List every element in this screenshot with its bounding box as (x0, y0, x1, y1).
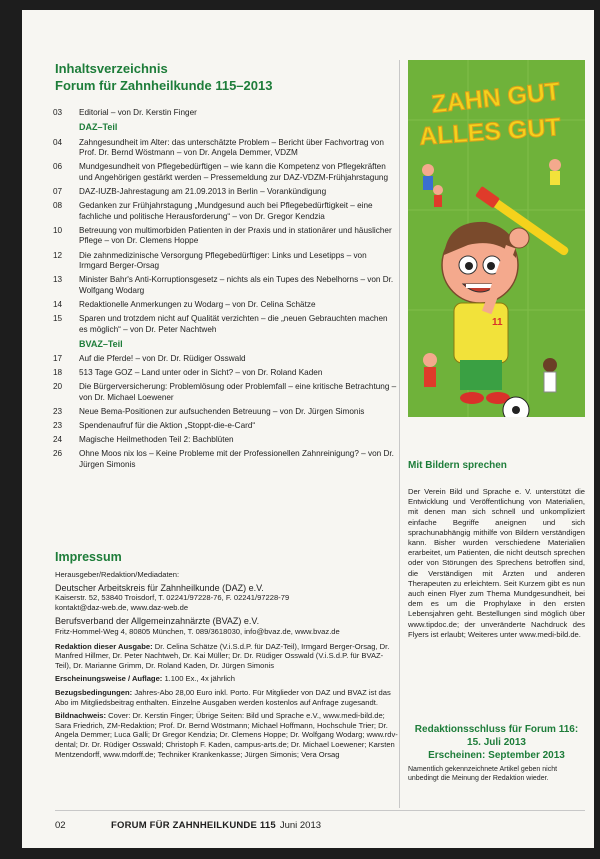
terms-label: Bezugsbedingungen: (55, 687, 133, 697)
toc-entry-text (79, 187, 397, 198)
toc-entry (53, 354, 397, 365)
impressum-heading: Impressum (55, 550, 122, 564)
toc-entry (53, 108, 397, 119)
sidebar-paragraph: Der Verein Bild und Sprache e. V. unterstützt die Entwicklung und Veröffentlichung von Materialien, mit denen man sich schnell und unkompliziert einfache Begriffe aneignen und sich sprachunabhängig mithilfe von Bildern verständigen kann. Bisher wurden verschiedene Materialien erarbeitet, um Patienten, die nicht deutsch sprechen oder von Störungen des Sprechens betroffen sind, die Verständigen mit Ärzten und anderen Therapeuten zu erleichtern. Seit Kurzem gibt es nun auch einen Flyer zum Thema Mundgesundheit, bei dem es um die Prophylaxe in den ersten Lebensjahren geht. Bestellungen sind möglich über www.tipdoc.de; der unveränderte Nachdruck des Flyers ist erlaubt; Weiteres unter www.medi-bild.de. (408, 487, 585, 639)
toc-entry (53, 226, 397, 247)
toc-entry-author: – von Dr. Michael Loewener (79, 382, 397, 403)
toc-page-number: 26 (53, 449, 63, 459)
toc-page-number: 23 (53, 407, 63, 417)
toc-page-number: 24 (53, 435, 63, 445)
subscription-terms (55, 688, 399, 707)
toc-entry-author: – von Dr. Peter Nachtweh (120, 324, 217, 334)
toc-entry-author: – von Dr. Jürgen Simonis (270, 407, 365, 417)
toc-entry-author: – von Dr. Wolfgang Wodarg (79, 275, 394, 295)
sidebar-body (408, 487, 585, 640)
toc-entry-title: Auf die Pferde! (79, 354, 134, 364)
toc-entry (53, 314, 397, 335)
toc-entry (53, 435, 397, 446)
toc-page-number: 04 (53, 137, 63, 147)
toc-entry (53, 382, 397, 403)
toc-entry-author: – von Irmgard Berger-Orsag (79, 250, 367, 271)
toc-entry-title: Die Bürgerversicherung: Problemlösung oder Problemfall – eine kritische Betrachtung (79, 382, 390, 392)
toc-entry-text (79, 421, 397, 432)
deadline-box (408, 723, 585, 762)
daz-name: Deutscher Arbeitskreis für Zahnheilkunde (DAZ) e.V. (55, 582, 264, 593)
toc-entry-title: Sparen und trotzdem nicht auf Qualität verzichten – die „neuen Gebrauchten machen es möglich“ (79, 314, 388, 334)
deadline-line-2: 15. Juli 2013 (467, 737, 526, 748)
toc-entry-title: Gedanken zur Frühjahrstagung „Mundgesund auch bei Pflegebedürftigkeit – eine fachliche und politische Herausforderung“ (79, 201, 373, 221)
toc-entry-text (79, 382, 397, 403)
toc-section-heading: BVAZ–Teil (79, 338, 123, 349)
toc-heading: Inhaltsverzeichnis (55, 61, 168, 76)
image-credits (55, 711, 399, 759)
editorial-team (55, 642, 399, 671)
toc-entry-title: Minister Bahr's Anti-Korruptionsgesetz – nichts als ein Tupes des Nebelhorns (79, 275, 359, 285)
toc-entry-author: – Vorankündigung (257, 187, 327, 197)
toc-entry-author: – von Dr. Roland Kaden (233, 368, 323, 378)
flyer-illustration (408, 60, 585, 417)
toc-entry-author: – von Dr. Dr. Rüdiger Osswald (133, 354, 246, 364)
toc-page-number: 14 (53, 299, 63, 309)
frequency (55, 674, 399, 684)
toc-page-number: 15 (53, 314, 63, 323)
jersey-number: 11 (492, 317, 503, 328)
credits-label: Bildnachweis: (55, 711, 107, 721)
toc-entry-text (79, 251, 397, 272)
toc-entry-text (79, 407, 397, 418)
editorial-label: Redaktion dieser Ausgabe: (55, 641, 153, 651)
credits-text: Cover: Dr. Kerstin Finger; Übrige Seiten: Bild und Sprache e.V., www.medi-bild.de; Sara Friedrich, ZM-Redaktion; Prof. Dr. Bernd Wöstmann; Michael Hoffmann, Hochschule Trier; Dr. Angela Demmer; Luca Galli; Dr Gregor Kendzia; Dr. Clemens Hoppe; Dr. Wolfgang Wodarg; www.rdv-dental; Dr. Dr. Rüdiger Osswald; Christoph F. Kaden, campus-arts.de; Dr. Michael Loewener; Karsten Mentzendorff, www.mdorff.de; Techniker Krankenkasse; Jürgen Simonis; Vera Orsag (55, 711, 398, 759)
toc-entry-author: – von Dr. Jürgen Simonis (79, 449, 394, 470)
poster-headline-2: ALLES GUT (418, 113, 562, 151)
toc-entry-title: Redaktionelle Anmerkungen zu Wodarg (79, 299, 224, 309)
toc-entry (53, 162, 397, 183)
frequency-label: Erscheinungsweise / Auflage: (55, 674, 163, 684)
toc-entry-author: – von Dr. Angela Demmer, VDZM (174, 148, 298, 158)
footer-rule (55, 810, 585, 811)
toc-page-number: 06 (53, 162, 63, 172)
toc-entry-text (79, 354, 397, 365)
toc-entry-text (79, 201, 397, 222)
toc-entry-author: – von Dr. Celina Schätze (223, 299, 316, 309)
column-divider (399, 60, 400, 808)
impressum-block (55, 570, 399, 763)
page-footer (55, 820, 585, 831)
toc-entry (53, 300, 397, 311)
toc-entry-text (79, 275, 397, 296)
toc-entry-text (79, 449, 397, 470)
toc-entry (53, 449, 397, 470)
toc-entry-author: – von Dr. Clemens Hoppe (102, 236, 199, 246)
toc-entry-title: Ohne Moos nix los – Keine Probleme mit der Professionellen Zahnreinigung? (79, 449, 359, 459)
toc-entry-title: Spendenaufruf für die Aktion „Stoppt-die-e-Card“ (79, 421, 256, 431)
toc-entry-author: – Pressemeldung zur DAZ-VDZM-Frühjahrstagung (201, 172, 389, 182)
toc-entry-text (79, 226, 397, 247)
toc-subheading: Forum für Zahnheilkunde 115–2013 (55, 78, 273, 93)
toc-page-number: 07 (53, 187, 63, 197)
toc-page-number: 20 (53, 382, 63, 392)
toc-entry (53, 368, 397, 379)
toc-entry-author: – von Dr. Gregor Kendzia (230, 211, 325, 221)
deadline-line-3: Erscheinen: September 2013 (428, 750, 565, 761)
toc-entry-title: DAZ-IUZB-Jahrestagung am 21.09.2013 in Berlin (79, 187, 258, 197)
toc-entry (53, 138, 397, 159)
toc-entry (53, 407, 397, 418)
toc-entry-text (79, 435, 397, 446)
toc-entry-text (79, 108, 397, 119)
toc-page-number: 13 (53, 275, 63, 285)
toc-entry-title: Magische Heilmethoden Teil 2: Bachblüten (79, 435, 234, 445)
toc-entry-text (79, 138, 397, 159)
footer-page-number: 02 (55, 820, 66, 831)
bvaz-block (55, 617, 399, 636)
toc-entry-title: Zahngesundheit im Alter: das unterschätzte Problem – Bericht über Fachvortrag von Prof. Dr. Bernd Wöstmann (79, 137, 384, 158)
bvaz-name: Berufsverband der Allgemeinzahnärzte (BVAZ) e.V. (55, 616, 260, 627)
toc-entry-title: Editorial (79, 108, 109, 117)
toc-page-number: 08 (53, 201, 63, 211)
poster-headline-1: ZAHN GUT (430, 77, 562, 119)
disclaimer-note: Namentlich gekennzeichnete Artikel geben nicht unbedingt die Meinung der Redaktion wieder. (408, 766, 558, 782)
deadline-line-1: Redaktionsschluss für Forum 116: (414, 724, 579, 735)
toc-entry (53, 421, 397, 432)
frequency-text: 1.100 Ex., 4x jährlich (162, 674, 235, 684)
terms-text: Jahres-Abo 28,00 Euro inkl. Porto. Für Mitglieder von DAZ und BVAZ ist das Abo im Mitgliedsbeitrag enthalten. Einzelne Ausgaben werden kostenlos auf Anfrage zugesandt. (55, 687, 391, 707)
toc-entry (53, 187, 397, 198)
toc-entry-title: 513 Tage GOZ – Land unter oder in Sicht? (79, 368, 234, 378)
toc-entry-author: – von Dr. Kerstin Finger (108, 108, 197, 117)
toc-page-number: 18 (53, 368, 63, 378)
toc-entry-title: Die zahnmedizinische Versorgung Pflegebedürftiger: Links und Lesetipps (79, 250, 345, 260)
footer-issue-date: Juni 2013 (279, 820, 322, 831)
toc-entry (53, 251, 397, 272)
toc-page-number: 03 (53, 108, 63, 117)
footer-magazine-title: FORUM FÜR ZAHNHEILKUNDE 115 (111, 820, 276, 831)
toc-entry (53, 201, 397, 222)
toc-page-number: 12 (53, 250, 63, 260)
toc-entry-text (79, 314, 397, 335)
magazine-page (22, 10, 594, 848)
toc-section-heading: DAZ–Teil (79, 122, 118, 133)
toc-page-number: 10 (53, 225, 63, 235)
sidebar-heading: Mit Bildern sprechen (408, 460, 507, 471)
daz-block (55, 584, 399, 613)
publisher-label: Herausgeber/Redaktion/Mediadaten: (55, 570, 180, 579)
toc-entry-title: Neue Bema-Positionen zur aufsuchenden Betreuung (79, 407, 271, 417)
toc-entry-text (79, 368, 397, 379)
toc-entry-text (79, 162, 397, 183)
toc-entry-title: Mundgesundheit von Pflegebedürftigen – wie kann die Kompetenz von Pflegekräften und Angehörigen gestärkt werden (79, 162, 386, 182)
table-of-contents (53, 108, 397, 474)
toc-entry (53, 275, 397, 296)
toc-page-number: 17 (53, 354, 63, 364)
toc-entry-text (79, 300, 397, 311)
daz-address: Kaiserstr. 52, 53840 Troisdorf, T. 02241/97228-76, F. 02241/97228-79 (55, 593, 290, 603)
bvaz-address: Fritz-Hommel-Weg 4, 80805 München, T. 089/3618030, info@bvaz.de, www.bvaz.de (55, 626, 340, 636)
daz-contact: kontakt@daz-web.de, www.daz-web.de (55, 602, 189, 612)
toc-page-number: 23 (53, 421, 63, 431)
toc-header (55, 60, 272, 94)
toc-entry-title: Betreuung von multimorbiden Patienten in der Praxis und in stationärer und häuslicher Pflege (79, 225, 392, 246)
editorial-text: Dr. Celina Schätze (V.i.S.d.P. für DAZ-Teil), Irmgard Berger-Orsag, Dr. Manfred Hillmer, Dr. Peter Nachtweh, Dr. Kai Müller; Dr. Dr. Rüdiger Osswald (V.i.S.d.P. für BVAZ-Teil), Dr. Marianne Grimm, Dr. Roland Kaden, Dr. Jürgen Simonis (55, 641, 390, 670)
